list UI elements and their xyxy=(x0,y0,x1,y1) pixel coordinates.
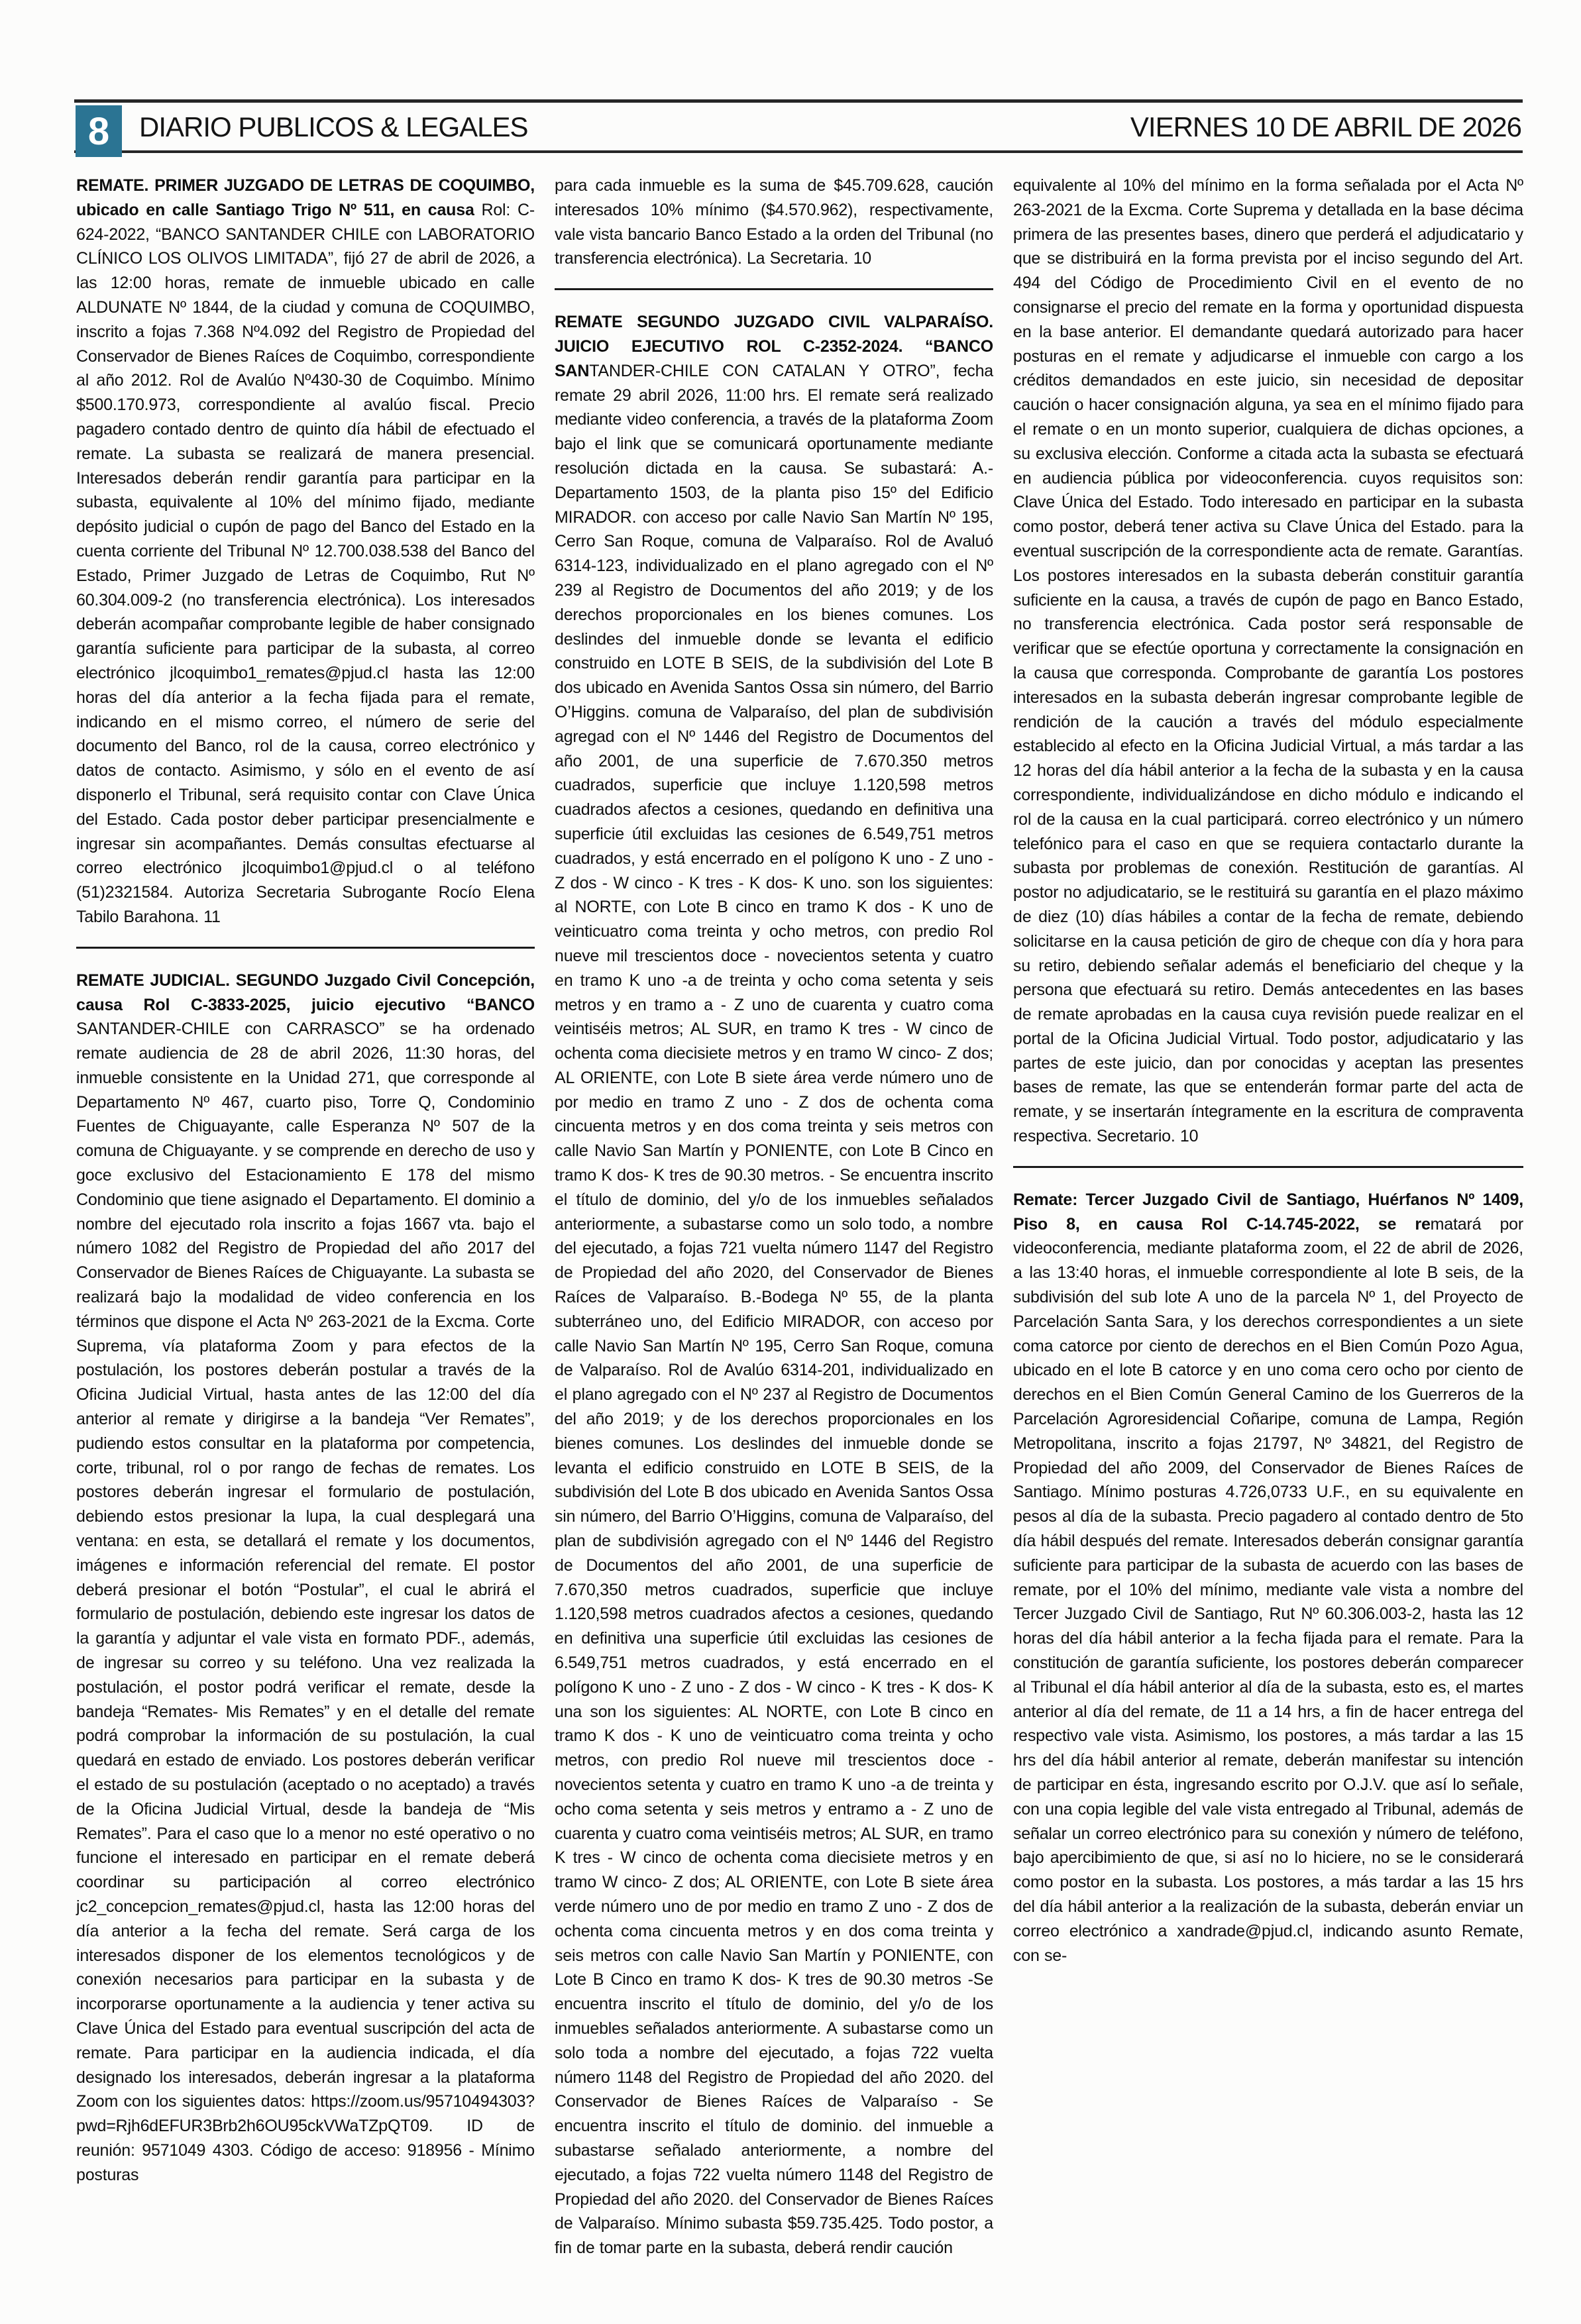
newspaper-title: DIARIO PUBLICOS & LEGALES xyxy=(139,111,528,142)
page-number: 8 xyxy=(87,109,110,153)
notice-body: equivalente al 10% del mínimo en la forma señalada por el Acta Nº 263-2021 de la Excma. Corte Suprema y detallada en la base décima primera de las presentes bases, dinero que perderá el adjudicatario y que se distribuirá en la forma prevista por el inciso segundo del Art. 494 del Código de Procedimiento Civil en el evento de no consignarse el precio del remate en la forma y oportunidad dispuesta en la base anterior. El demandante quedará autorizado para hacer posturas en el remate y adjudicarse el inmueble con cargo a los créditos demandados en este juicio, sin necesidad de depositar caución o hacer consignación alguna, ya sea en el mínimo fijado para el remate o en un monto superior, cualquiera de dichas opciones, a su exclusiva elección. Conforme a citada acta la subasta se efectuará en audiencia pública por videoconferencia. cuyos requisitos son: Clave Única del Estado. Todo interesado en participar en la subasta como postor, deberá tener activa su Clave Única del Estado. para la eventual suscripción de la correspondiente acta de remate. Garantías. Los postores interesados en la subasta deberán constituir garantía suficiente en la causa, a través de cupón de pago en Banco Estado, no transferencia electrónica. Cada postor será responsable de verificar que se efectúe oportuna y correctamente la consignación en la causa que corresponda. Comprobante de garantía Los postores interesados en la subasta deberán ingresar comprobante legible de rendición de la caución a través del módulo especialmente establecido al efecto en la Oficina Judicial Virtual, a más tardar a las 12 horas del día hábil anterior a la fecha de la subasta y en la causa correspondiente, individualizándose en dicho módulo e indicando el rol de la causa en la cual participará. correo electrónico y un número telefónico para el caso en que se requiera contactarlo durante la subasta por problemas de conexión. Restitución de garantías. Al postor no adjudicatario, se le restituirá su garantía en el plazo máximo de diez (10) días hábiles a contar de la fecha de remate, debiendo solicitarse en la causa petición de giro de cheque con día y hora para su retiro, debiendo señalar además el beneficiario del cheque y la persona que efectuará su retiro. Demás antecedentes en las bases de remate aprobadas en la causa cuya revisión puede realizar en el portal de la Oficina Judicial Virtual. Todo postor, adjudicatario y las partes de este juicio, dan por conocidas y aceptan las presentes bases de remate, las que se entenderán formar parte del acta de remate, y se insertarán íntegramente en la escritura de compraventa respectiva. Secretario. 10 xyxy=(1013,176,1523,1146)
notice-divider xyxy=(1013,1166,1523,1168)
notice-paragraph xyxy=(1013,1188,1523,1968)
notice-valparaiso xyxy=(555,310,993,2260)
notice-concepcion-continuation xyxy=(555,174,993,271)
notice-body: TANDER-CHILE CON CATALAN Y OTRO”, fecha remate 29 abril 2026, 11:00 hrs. El remate será realizado mediante video conferencia, a través de la plataforma Zoom bajo el link que se comunicará oportunamente mediante resolución dictada en la causa. Se subastará: A.- Departamento 1503, de la planta piso 15º del Edificio MIRADOR. con acceso por calle Navio San Martín Nº 195, Cerro San Roque, comuna de Valparaíso. Rol de Avaluó 6314-123, individualizado en el plano agregado con el Nº 239 al Registro de Documentos del año 2019; y de los derechos proporcionales en los bienes comunes. Los deslindes del inmueble donde se levanta el edificio construido en LOTE B SEIS, de la subdivisión del Lote B dos ubicado en Avenida Santos Ossa sin número, del Barrio O’Higgins. comuna de Valparaíso, del plan de subdivisión agregad con el Nº 1446 del Registro de Documentos del año 2001, de una superficie de 7.670.350 metros cuadrados, superficie que incluye 1.120,598 metros cuadrados afectos a cesiones, quedando en definitiva una superficie útil excluidas las cesiones de 6.549,751 metros cuadrados, y está encerrado en el polígono K uno - Z uno - Z dos - W cinco - K tres - K dos- K uno. son los siguientes: al NORTE, con Lote B cinco en tramo K dos - K uno de veinticuatro coma treinta y ocho metros, con predio Rol nueve mil trescientos doce - novecientos setenta y cuatro en tramo K uno -a de treinta y ocho coma setenta y seis metros y en tramo a - Z uno de cuarenta y cuatro coma veintiséis metros; AL SUR, en tramo K tres - W cinco de ochenta coma diecisiete metros y en tramo W cinco- Z dos; AL ORIENTE, con Lote B siete área verde número uno de por medio en tramo Z uno - Z dos de ochenta coma cincuenta metros y en dos coma treinta y seis metros con calle Navio San Martín y PONIENTE, con Lote B Cinco en tramo K dos- K tres de 90.30 metros. - Se encuentra inscrito el título de dominio, del y/o de los inmuebles señalados anteriormente, a subastarse como un solo todo, a nombre del ejecutado, a fojas 721 vuelta número 1147 del Registro de Propiedad del año 2020, del Conservador de Bienes Raíces de Valparaíso. B.-Bodega Nº 55, de la planta subterráneo uno, del Edificio MIRADOR, con acceso por calle Navio San Martín Nº 195, Cerro San Roque, comuna de Valparaíso. Rol de Avalúo 6314-201, individualizado en el plano agregado con el Nº 237 al Registro de Documentos del año 2019; y de los derechos proporcionales en los bienes comunes. Los deslindes del inmueble donde se levanta el edificio construido en LOTE B SEIS, de la subdivisión del Lote B dos ubicado en Avenida Santos Ossa sin número, del Barrio O’Higgins, comuna de Valparaíso, del plan de subdivisión agregado con el Nº 1446 del Registro de Documentos del año 2001, de una superficie de 7.670,350 metros cuadrados, superficie que incluye 1.120,598 metros cuadrados afectos a cesiones, quedando en definitiva una superficie útil excluidas las cesiones de 6.549,751 metros cuadrados, y está encerrado en el polígono K uno - Z uno - Z dos - W cinco - K tres - K dos- K una son los siguientes: AL NORTE, con Lote B cinco en tramo K dos - K uno de veinticuatro coma treinta y ocho metros, con predio Rol nueve mil trescientos doce - novecientos setenta y cuatro en tramo K uno -a de treinta y ocho coma setenta y seis metros y entramo a - Z uno de cuarenta y cuatro coma veintiséis metros; AL SUR, en tramo K tres - W cinco de ochenta coma diecisiete metros y en tramo W cinco- Z dos; AL ORIENTE, con Lote B siete área verde número uno de por medio en tramo Z uno - Z dos de ochenta coma cincuenta metros y en dos coma treinta y seis metros con calle Navio San Martín y PONIENTE, con Lote B Cinco en tramo K dos- K tres de 90.30 metros -Se encuentra inscrito el título de dominio, del y/o de los inmuebles señalados anteriormente. A subastarse como un solo toda a nombre del ejecutado, a fojas 722 vuelta número 1148 del Registro de Propiedad del año 2020. del Conservador de Bienes Raíces de Valparaíso - Se encuentra inscrito el título de dominio. del inmueble a subastarse señalado anteriormente, a nombre del ejecutado, a fojas 722 vuelta número 1148 del Registro de Propiedad del año 2020. del Conservador de Bienes Raíces de Valparaíso. Mínimo subasta $59.735.425. Todo postor, a fin de tomar parte en la subasta, deberá rendir caución xyxy=(555,361,993,2258)
masthead xyxy=(74,99,1523,153)
notice-concepcion xyxy=(76,969,535,2188)
notice-lead: REMATE. PRIMER JUZGADO DE LETRAS DE COQUIMBO, ubicado en calle Santiago Trigo Nº 511, en causa xyxy=(76,176,535,219)
notice-paragraph xyxy=(555,310,993,2260)
notice-paragraph xyxy=(76,969,535,2188)
notice-paragraph xyxy=(76,174,535,929)
notice-body: matará por videoconferencia, mediante plataforma zoom, el 22 de abril de 2026, a las 13:40 horas, el inmueble correspondiente al lote B seis, de la subdivisión del sub lote A uno de la parcela Nº 1, del Proyecto de Parcelación Santa Sara, y los derechos correspondientes a un siete coma catorce por ciento de derechos en el Bien Común Pozo Agua, ubicado en el lote B catorce y en uno coma cero ocho por ciento de derechos en el Bien Común General Camino de los Guerreros de la Parcelación Agroresidencial Coñaripe, comuna de Lampa, Región Metropolitana, inscrito a fojas 21797, Nº 34821, del Registro de Propiedad del año 2009, del Conservador de Bienes Raíces de Santiago. Mínimo posturas 4.726,0733 U.F., en su equivalente en pesos al día de la subasta. Precio pagadero al contado dentro de 5to día hábil después del remate. Interesados deberán consignar garantía suficiente para participar de la subasta de acuerdo con las bases de remate, por el 10% del mínimo, mediante vale vista a nombre del Tercer Juzgado Civil de Santiago, Rut Nº 60.306.003-2, hasta las 12 horas del día hábil anterior a la fecha fijada para el remate. Para la constitución de garantía suficiente, los postores deberán comparecer al Tribunal el día hábil anterior al día de la subasta, esto es, el martes anterior al día del remate, de 11 a 14 hrs, a fin de hacer entrega del respectivo vale vista. Asimismo, los postores, a más tardar a las 15 hrs del día hábil anterior al remate, deberán manifestar su intención de participar en ésta, ingresando escrito por O.J.V. que así lo señale, con una copia legible del vale vista entregado al Tribunal, además de señalar un correo electrónico para su conexión y número de teléfono, bajo apercibimiento de que, si así no lo hiciere, no se le considerará como postor en la subasta. Los postores, a más tardar a las 15 hrs del día hábil anterior a la realización de la subasta, deberán enviar un correo electrónico a xandrade@pjud.cl, indicando asunto Remate, con se- xyxy=(1013,1214,1523,1965)
notice-divider xyxy=(555,288,993,290)
notice-lead: REMATE JUDICIAL. SEGUNDO Juzgado Civil Concepción, causa Rol C-3833-2025, juicio ejecutivo “BANCO xyxy=(76,971,535,1014)
notice-body: para cada inmueble es la suma de $45.709.628, caución interesados 10% mínimo ($4.570.962), respectivamente, vale vista bancario Banco Estado a la orden del Tribunal (no transferencia electrónica). La Secretaria. 10 xyxy=(555,176,993,268)
notice-divider xyxy=(76,947,535,949)
notice-body: Rol: C-624-2022, “BANCO SANTANDER CHILE con LABORATORIO CLÍNICO LOS OLIVOS LIMITADA”, fijó 27 de abril de 2026, a las 12:00 horas, remate de inmueble ubicado en calle ALDUNATE Nº 1844, de la ciudad y comuna de COQUIMBO, inscrito a fojas 7.368 Nº4.092 del Registro de Propiedad del Conservador de Bienes Raíces de Coquimbo, correspondiente al año 2012. Rol de Avalúo Nº430-30 de Coquimbo. Mínimo $500.170.973, correspondiente al avalúo fiscal. Precio pagadero contado dentro de quinto día hábil de efectuado el remate. La subasta se realizará de manera presencial. Interesados deberán rendir garantía para participar en la subasta, equivalente al 10% del mínimo fijado, mediante depósito judicial o cupón de pago del Banco del Estado en la cuenta corriente del Tribunal Nº 12.700.038.538 del Banco del Estado, Primer Juzgado de Letras de Coquimbo, Rut Nº 60.304.009-2 (no transferencia electrónica). Los interesados deberán acompañar comprobante legible de haber consignado garantía suficiente para participar de la subasta, al correo electrónico jlcoquimbo1_remates@pjud.cl hasta las 12:00 horas del día anterior a la fecha fijada para el remate, indicando en el mismo correo, el número de serie del documento del Banco, rol de la causa, correo electrónico y datos de contacto. Asimismo, y sólo en el evento de así disponerlo el Tribunal, será requisito contar con Clave Única del Estado. Cada postor deber participar presencialmente e ingresar sin acompañantes. Demás consultas efectuarse al correo electrónico jlcoquimbo1@pjud.cl o al teléfono (51)2321584. Autoriza Secretaria Subrogante Rocío Elena Tabilo Barahona. 11 xyxy=(76,200,535,926)
column-3 xyxy=(1013,174,1523,2260)
notice-columns xyxy=(76,174,1523,2260)
notice-santiago xyxy=(1013,1188,1523,1968)
notice-lead: REMATE SEGUNDO JUZGADO CIVIL VALPARAÍSO. JUICIO EJECUTIVO ROL C-2352-2024. “BANCO SAN xyxy=(555,313,993,380)
column-2 xyxy=(555,174,993,2260)
notice-lead: Remate: Tercer Juzgado Civil de Santiago, Huérfanos Nº 1409, Piso 8, en causa Rol C-14.745-2022, se re xyxy=(1013,1190,1523,1234)
notice-paragraph xyxy=(1013,174,1523,1149)
notice-coquimbo xyxy=(76,174,535,929)
page-number-badge xyxy=(76,105,122,157)
notice-body: SANTANDER-CHILE con CARRASCO” se ha ordenado remate audiencia de 28 de abril 2026, 11:30 horas, del inmueble consistente en la Unidad 271, que corresponde al Departamento Nº 467, cuarto piso, Torre Q, Condominio Fuentes de Chiguayante, calle Esperanza Nº 507 de la comuna de Chiguayante. y se comprende en derecho de uso y goce exclusivo del Estacionamiento E 178 del mismo Condominio que tiene asignado el Departamento. El dominio a nombre del ejecutado rola inscrito a fojas 1667 vta. bajo el número 1082 del Registro de Propiedad del año 2017 del Conservador de Bienes Raíces de Chiguayante. La subasta se realizará bajo la modalidad de video conferencia en los términos que dispone el Acta Nº 263-2021 de la Excma. Corte Suprema, vía plataforma Zoom y para efectos de la postulación, los postores deberán postular a través de la Oficina Judicial Virtual, hasta antes de las 12:00 del día anterior al remate y dirigirse a la bandeja “Ver Remates”, pudiendo estos consultar en la plataforma por competencia, corte, tribunal, rol o por rango de fechas de remates. Los postores deberán ingresar el formulario de postulación, debiendo estos presionar la lupa, la cual desplegará una ventana: en esta, se detallará el remate y los documentos, imágenes e información referencial del remate. El postor deberá presionar el botón “Postular”, el cual le abrirá el formulario de postulación, debiendo este ingresar los datos de la garantía y adjuntar el vale vista en formato PDF., además, de ingresar su correo y su teléfono. Una vez realizada la postulación, el postor podrá verificar el remate, desde la bandeja “Remates- Mis Remates” y en el detalle del remate podrá comprobar la información de su postulación, la cual quedará en estado de enviado. Los postores deberán verificar el estado de su postulación (aceptado o no aceptado) a través de la Oficina Judicial Virtual, desde la bandeja de “Mis Remates”. Para el caso que lo a menor no esté operativo o no funcione el interesado en participar en el remate deberá coordinar su participación al correo electrónico jc2_concepcion_remates@pjud.cl, hasta las 12:00 horas del día anterior a la fecha del remate. Será carga de los interesados disponer de los elementos tecnológicos y de conexión necesarios para participar en la subasta y de incorporarse oportunamente a la audiencia y tener activa su Clave Única del Estado para eventual suscripción del acta de remate. Para participar en la audiencia indicada, el día designado los interesados, deberán ingresar a la plataforma Zoom con los siguientes datos: https://zoom.us/95710494303?pwd=Rjh6dEFUR3Brb2h6OU95ckVWaTZpQT09. ID de reunión: 9571049 4303. Código de acceso: 918956 - Mínimo posturas xyxy=(76,1020,535,2184)
notice-valparaiso-continuation xyxy=(1013,174,1523,1149)
column-1 xyxy=(76,174,535,2260)
issue-date: VIERNES 10 DE ABRIL DE 2026 xyxy=(1130,111,1521,142)
notice-paragraph xyxy=(555,174,993,271)
